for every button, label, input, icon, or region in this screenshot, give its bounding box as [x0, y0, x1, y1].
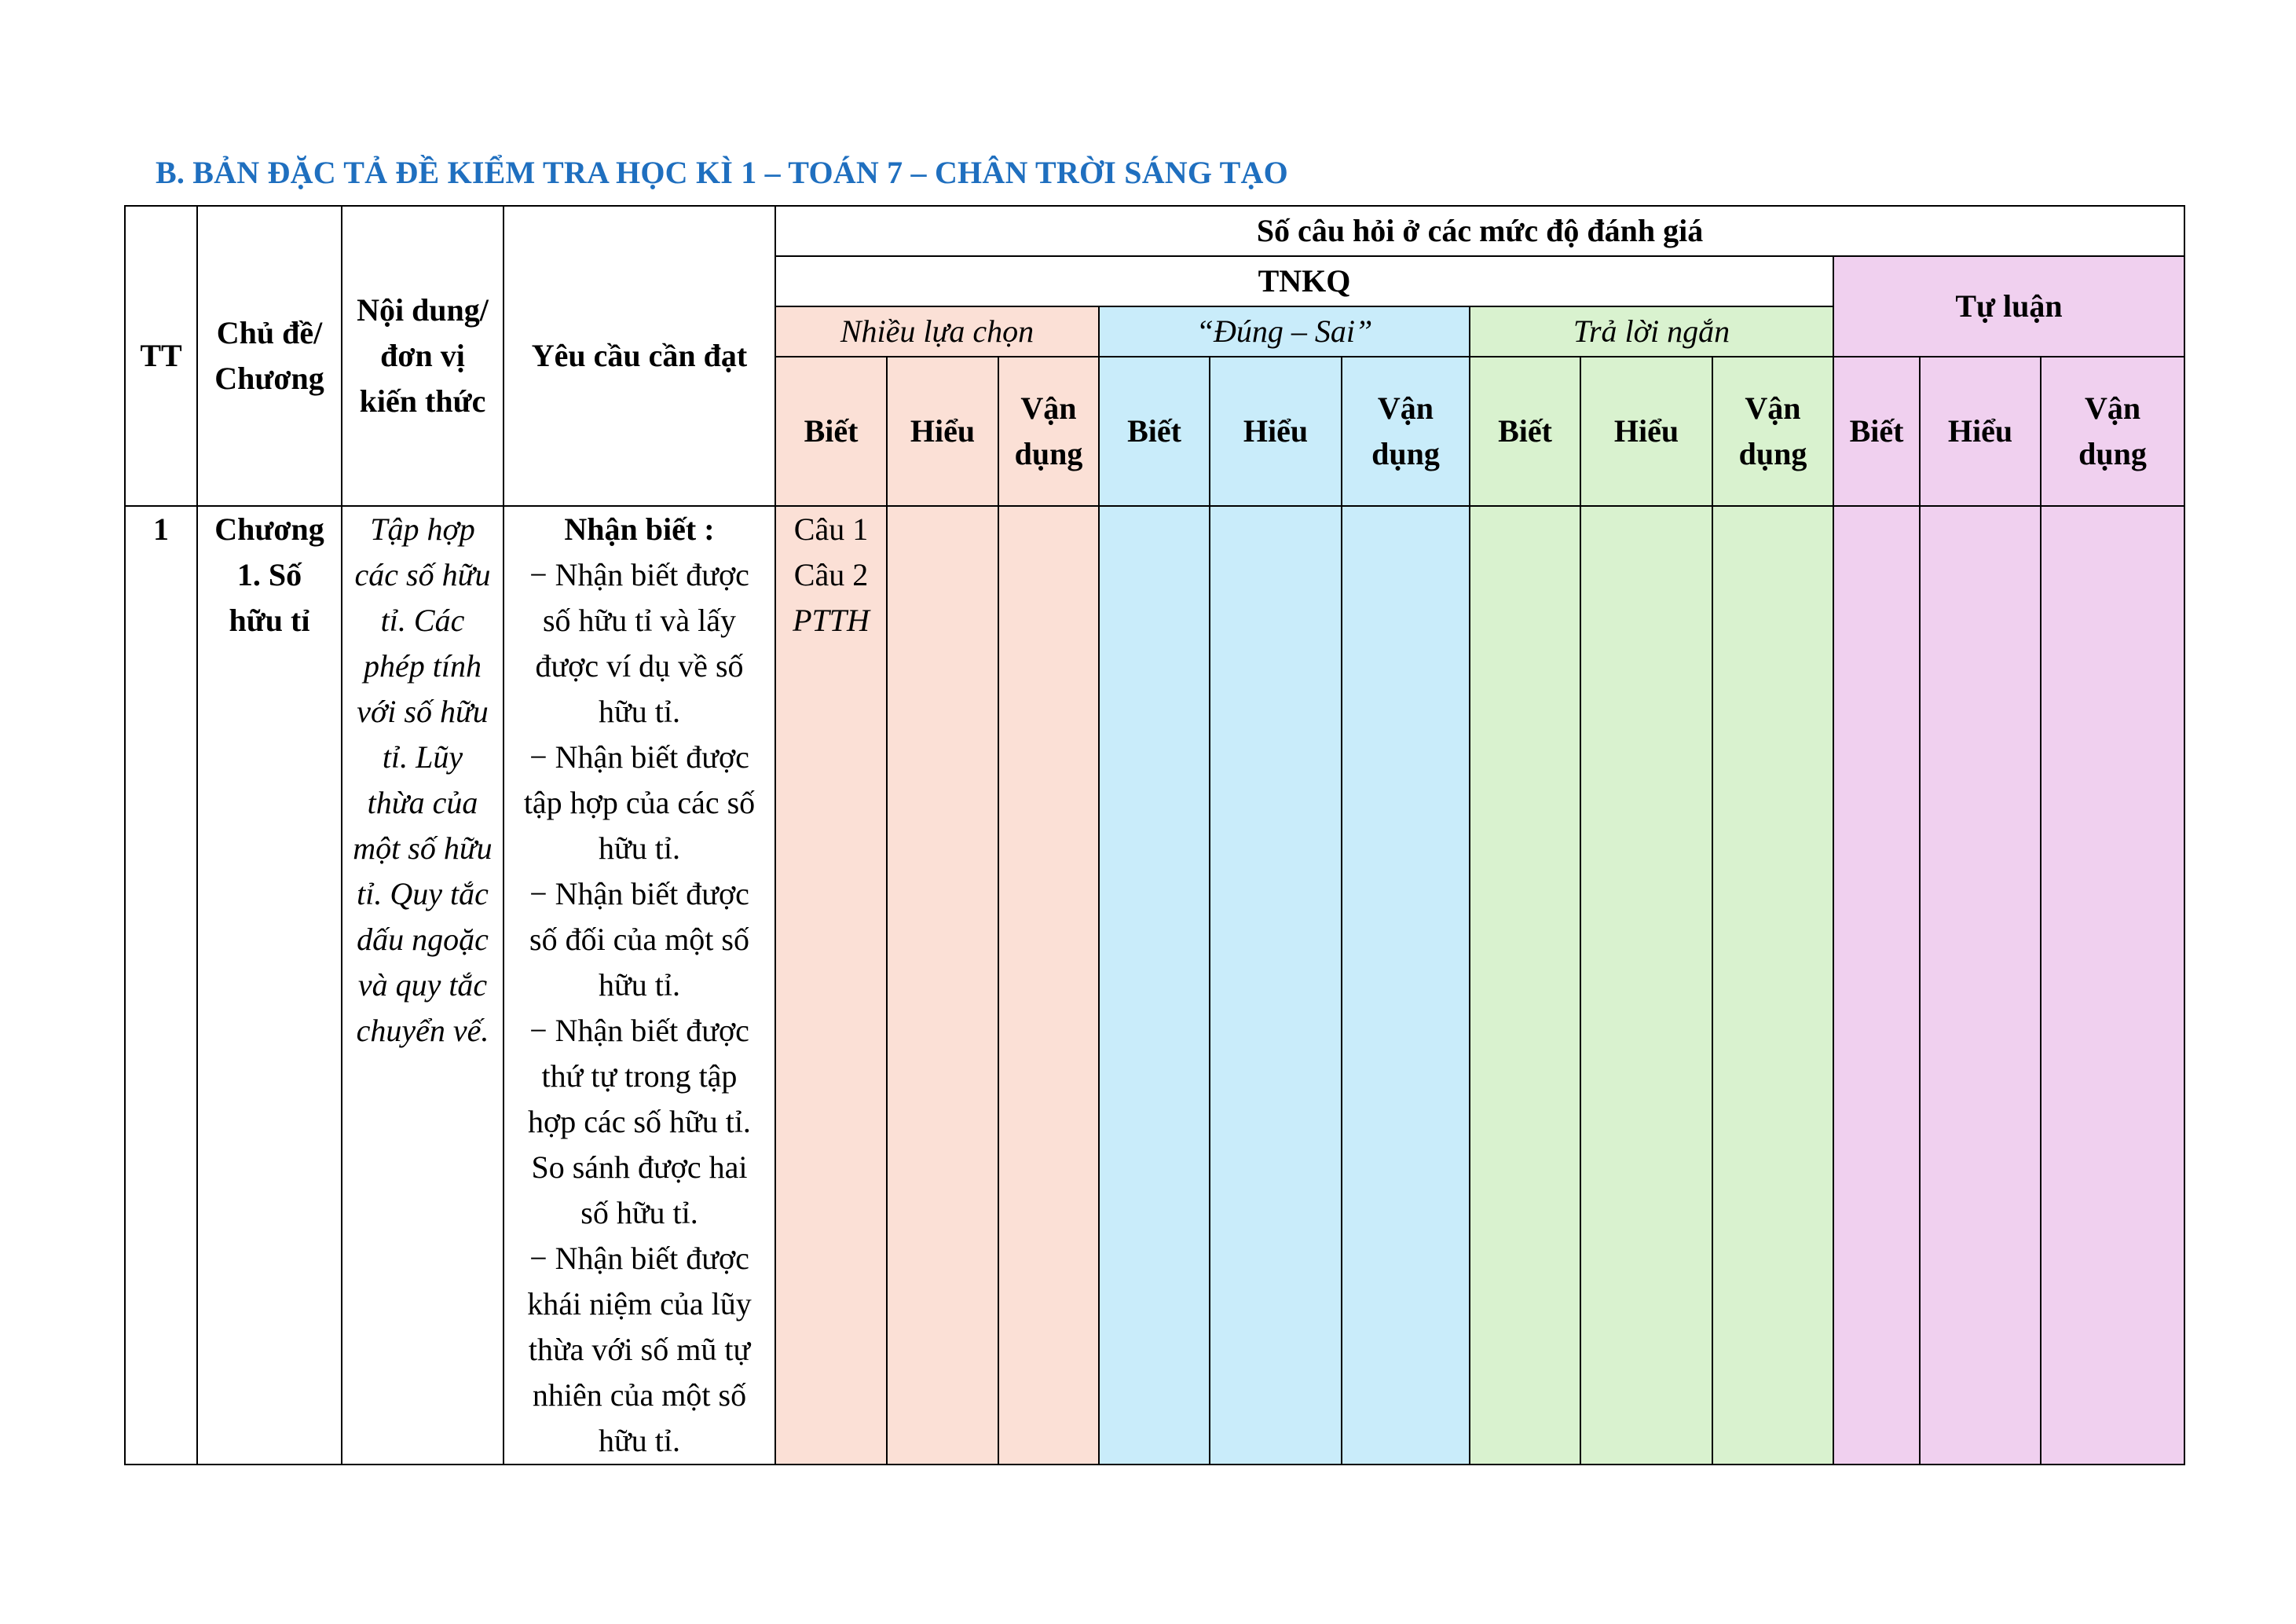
row-tf-know: [1099, 506, 1210, 1465]
row-tf-understand: [1210, 506, 1342, 1465]
essay-level-apply: Vận dụng: [2041, 357, 2184, 506]
header-content: Nội dung/ đơn vị kiến thức: [342, 206, 504, 506]
requirement-item: − Nhận biết được số đối của một số hữu tỉ.: [529, 876, 749, 1003]
tf-level-apply: Vận dụng: [1342, 357, 1470, 506]
essay-level-understand: Hiểu: [1920, 357, 2041, 506]
row-topic: Chương 1. Số hữu tỉ: [197, 506, 342, 1465]
mc-level-understand: Hiểu: [887, 357, 998, 506]
row-tt: 1: [125, 506, 197, 1465]
question-ref: Câu 2: [793, 557, 869, 592]
header-short-answer: Trả lời ngắn: [1470, 306, 1833, 357]
sa-level-apply: Vận dụng: [1712, 357, 1833, 506]
requirement-item: − Nhận biết được số hữu tỉ và lấy được ví dụ về số hữu tỉ.: [529, 557, 749, 729]
sa-level-understand: Hiểu: [1580, 357, 1712, 506]
question-note: PTTH: [793, 603, 870, 638]
mc-level-know: Biết: [775, 357, 887, 506]
requirement-item: − Nhận biết được thứ tự trong tập hợp các số hữu tỉ. So sánh được hai số hữu tỉ.: [528, 1013, 751, 1230]
mc-level-apply: Vận dụng: [998, 357, 1099, 506]
row-mc-know: [775, 506, 887, 1465]
essay-level-know: Biết: [1833, 357, 1920, 506]
tf-level-understand: Hiểu: [1210, 357, 1342, 506]
row-sa-apply: [1712, 506, 1833, 1465]
header-tnkq: TNKQ: [775, 256, 1833, 306]
row-essay-apply: [2041, 506, 2184, 1465]
requirement-item: − Nhận biết được khái niệm của lũy thừa với số mũ tự nhiên của một số hữu tỉ.: [527, 1241, 752, 1458]
row-essay-understand: [1920, 506, 2041, 1465]
header-requirement: Yêu cầu cần đạt: [504, 206, 775, 506]
row-tf-apply: [1342, 506, 1470, 1465]
requirement-heading: Nhận biết :: [564, 511, 715, 547]
header-multiple-choice: Nhiều lựa chọn: [775, 306, 1099, 357]
header-levels-group: Số câu hỏi ở các mức độ đánh giá: [775, 206, 2184, 256]
row-mc-apply: [998, 506, 1099, 1465]
header-essay: Tự luận: [1833, 256, 2184, 357]
row-sa-know: [1470, 506, 1580, 1465]
row-mc-understand: [887, 506, 998, 1465]
row-content: Tập hợp các số hữu tỉ. Các phép tính với số hữu tỉ. Lũy thừa của một số hữu tỉ. Quy tắc dấu ngoặc và quy tắc chuyển vế.: [342, 506, 504, 1465]
specification-table: [124, 205, 2185, 1465]
header-tt: TT: [125, 206, 197, 506]
page-title: B. BẢN ĐẶC TẢ ĐỀ KIỂM TRA HỌC KÌ 1 – TOÁN 7 – CHÂN TRỜI SÁNG TẠO: [156, 155, 1288, 190]
question-ref: Câu 1: [793, 511, 869, 547]
requirement-item: − Nhận biết được tập hợp của các số hữu tỉ.: [523, 739, 756, 866]
table-row: [125, 506, 2184, 1465]
row-sa-understand: [1580, 506, 1712, 1465]
row-requirements: [504, 506, 775, 1465]
header-true-false: “Đúng – Sai”: [1099, 306, 1470, 357]
header-topic: Chủ đề/ Chương: [197, 206, 342, 506]
tf-level-know: Biết: [1099, 357, 1210, 506]
sa-level-know: Biết: [1470, 357, 1580, 506]
row-essay-know: [1833, 506, 1920, 1465]
